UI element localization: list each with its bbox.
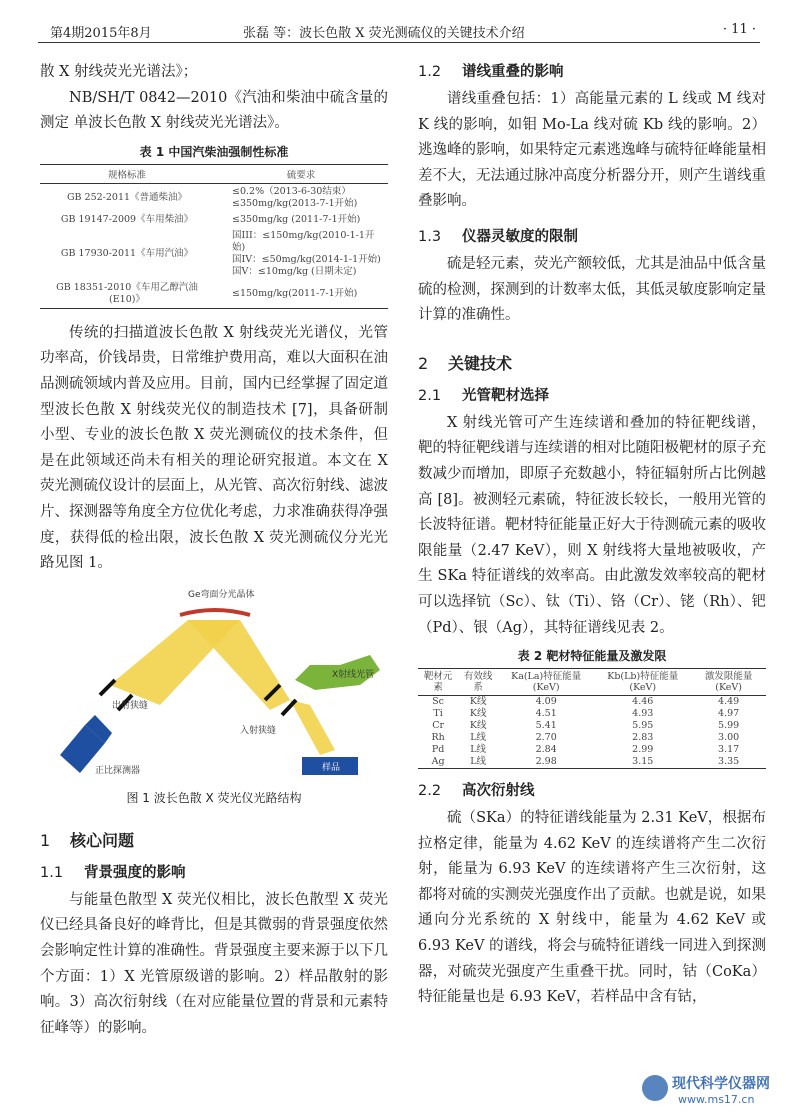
subsection-title: 背景强度的影响 — [84, 864, 186, 881]
table2-cell: Cr — [432, 720, 444, 732]
table1-row — [40, 228, 388, 280]
table2-cell: 4.46 — [632, 696, 654, 708]
table1-caption: 表 1 中国汽柴油强制性标准 — [139, 144, 289, 159]
table2-row — [418, 708, 766, 720]
table2-cell: K线 — [469, 720, 487, 732]
table1-spec-cell: GB 17930-2011《车用汽油》 — [60, 247, 194, 259]
table2-cell: Ag — [431, 756, 445, 768]
running-title: 张磊 等：波长色散 X 荧光测硫仪的关键技术介绍 — [243, 26, 525, 41]
section-heading — [418, 351, 766, 374]
table2-cell: 2.84 — [535, 744, 557, 756]
table2-row — [418, 756, 766, 769]
crystal-label: Ge弯面分光晶体 — [188, 589, 255, 600]
subsection-number: 1.2 — [418, 64, 442, 80]
subsection-heading — [418, 384, 766, 405]
table2-cell: K线 — [469, 696, 487, 708]
table2-cell: L线 — [470, 732, 487, 744]
table2-row — [418, 696, 766, 709]
figure-optical-path — [40, 585, 388, 785]
beam-entry — [188, 620, 290, 710]
table2-header: 有效线系 — [458, 669, 498, 696]
exit-slit-label: 出射狭缝 — [112, 700, 149, 711]
paragraph: 硫（SKa）的特征谱线能量为 2.31 KeV，根据布拉格定律，能量为 4.62 KeV 的连续谱将产生二次衍射，能量为 6.93 KeV 的连续谱将产生三次衍射，这都将对硫的实测荧光强度作出了贡献。也就是说，如果通向分光系统的 X 射线中，能量为 4.62 KeV 或 6.93 KeV 的谱线，将会与硫特征谱线一同进入到探测器，对硫荧光强度产生重叠干扰。同时，钴（CoKa）特征能量也是 6.93 KeV，若样品中含有钴， — [418, 810, 766, 1006]
paragraph: 谱线重叠包括：1）高能量元素的 L 线或 M 线对 K 线的影响，如钼 Mo-La 线对硫 Kb 线的影响。2）逃逸峰的影响，如果特定元素逃逸峰与硫特征峰能量相差不大，无法通过脉冲高度分析器分开，则产生谱线重叠影响。 — [418, 91, 766, 210]
table1-req-line: 国III：≤150mg/kg(2010-1-1开始) — [232, 229, 375, 253]
reference-line: 散 X 射线荧光光谱法》； — [40, 64, 198, 80]
table2-cell: 4.49 — [718, 696, 740, 708]
subsection-heading — [418, 779, 766, 800]
table1-req-cell — [214, 280, 388, 309]
table1-req-line: ≤0.2%（2013-6-30结束） — [232, 185, 351, 197]
table2-cell: 2.98 — [535, 756, 557, 768]
table2-cell: 2.83 — [632, 732, 654, 744]
tube-label: X射线光管 — [332, 669, 375, 680]
table2-header: 激发限能量(KeV) — [691, 669, 766, 696]
table2-cell: L线 — [470, 744, 487, 756]
paragraph: 传统的扫描道波长色散 X 射线荧光光谱仪，光管功率高，价钱昂贵，日常维护费用高，难以大面积在油品测硫领域内普及应用。目前，国内已经掌握了固定道型波长色散 X 射线荧光仪的制造技术 [7]，具备研制小型、专业的波长色散 X 荧光测硫仪的技术条件，但是在此领域还尚未有相关的理论研究报道。本文在 X 荧光测硫仪设计的层面上，从光管、高次衍射线、滤波片、探测器等角度全方位优化考虑，力求准确获得净强度，获得低的检出限，波长色散 X 荧光测硫仪分光光路见图 1。 — [40, 324, 388, 572]
subsection-heading — [40, 861, 388, 882]
reference-line: NB/SH/T 0842—2010《汽油和柴油中硫含量的测定 单波长色散 X 射线荧光光谱法》。 — [40, 89, 388, 132]
table2-cell: 3.15 — [632, 756, 654, 768]
section-number: 2 — [418, 353, 429, 373]
beam-tube — [290, 700, 335, 755]
table1 — [40, 164, 388, 309]
table1-header: 硫要求 — [214, 164, 388, 183]
table2-header: 靶材元素 — [418, 669, 458, 696]
subsection-title: 谱线重叠的影响 — [462, 64, 564, 80]
table2-cell: Rh — [431, 732, 445, 744]
table2-cell: 3.17 — [718, 744, 740, 756]
table1-req-line: ≤150mg/kg(2011-7-1开始) — [232, 287, 358, 299]
table1-req-cell — [214, 212, 388, 228]
table2-cell: 4.51 — [535, 708, 557, 720]
table2-cell: 5.41 — [535, 720, 557, 732]
page-number: · 11 · — [722, 22, 756, 37]
table1-body — [40, 183, 388, 308]
right-column — [418, 60, 766, 1011]
section-number: 1 — [40, 830, 51, 850]
table2-cell: 4.93 — [632, 708, 654, 720]
table1-header: 规格标准 — [40, 164, 214, 183]
table2-body — [418, 696, 766, 769]
table2-header: Ka(La)特征能量(KeV) — [498, 669, 594, 696]
exit-slit-icon — [100, 680, 115, 695]
sample-label: 样品 — [322, 762, 341, 773]
table1-spec-cell: GB 19147-2009《车用柴油》 — [60, 213, 194, 225]
subsection-title: 高次衍射线 — [462, 783, 535, 800]
section-heading — [40, 828, 388, 851]
detector-label: 正比探测器 — [95, 765, 141, 776]
watermark-site: 现代科学仪器网 — [672, 1076, 770, 1092]
figure-caption: 图 1 波长色散 X 荧光仪光路结构 — [126, 790, 302, 805]
left-column — [40, 60, 388, 1041]
table2-cell: K线 — [469, 708, 487, 720]
table1-req-cell — [214, 183, 388, 212]
table2-cell: Pd — [431, 744, 445, 756]
watermark — [642, 1071, 792, 1111]
table2-cell: 2.70 — [535, 732, 557, 744]
paragraph: X 射线光管可产生连续谱和叠加的特征靶线谱，靶的特征靶线谱与连续谱的相对比随阳极靶材的原子充数减少而增加，即原子充数越小，特征辐射所占比例越高 [8]。被测轻元素硫，特征波长较长，一般用光管的长波特征谱。靶材特征能量正好大于待测硫元素的吸收限能量（2.47 KeV），则 X 射线将大量地被吸收，产生 SKa 特征谱线的效率高。由此激发效率较高的靶材可以选择钪（Sc）、钛（Ti）、铬（Cr）、铑（Rh）、钯（Pd）、银（Ag），其特征谱线见表 2。 — [418, 414, 766, 636]
paragraph: 与能量色散型 X 荧光仪相比，波长色散型 X 荧光仪已经具备良好的峰背比，但是其微弱的背景强度依然会影响定性计算的准确性。背景强度主要来源于以下几个方面：1）X 光管原级谱的影响。2）样品散射的影响。3）高次衍射线（在对应能量位置的背景和元素特征峰等）的影响。 — [40, 891, 388, 1036]
table2-cell: 3.35 — [718, 756, 740, 768]
paragraph: 硫是轻元素，荧光产额较低，尤其是油品中低含量硫的检测，探测到的计数率太低，其低灵敏度影响定量计算的准确性。 — [418, 255, 766, 324]
table2-cell: 5.99 — [718, 720, 740, 732]
table1-req-line: ≤350mg/kg(2013-7-1开始) — [232, 197, 358, 209]
table2-cell: 4.09 — [535, 696, 557, 708]
table1-row — [40, 183, 388, 212]
issue-label: 第4期2015年8月 — [50, 26, 152, 41]
section-title: 关键技术 — [448, 353, 513, 373]
table1-req-cell — [214, 228, 388, 280]
subsection-number: 2.2 — [418, 783, 442, 800]
table2-cell: Ti — [433, 708, 443, 720]
table2 — [418, 668, 766, 769]
subsection-number: 1.1 — [40, 864, 64, 881]
watermark-logo-icon — [642, 1075, 668, 1101]
page-header — [38, 16, 760, 43]
table2-cell: 4.97 — [718, 708, 740, 720]
subsection-heading — [418, 225, 766, 246]
table2-row — [418, 744, 766, 756]
entry-slit-label: 入射狭缝 — [240, 725, 277, 736]
table1-req-line: 国V：≤10mg/kg (日期未定) — [232, 265, 357, 277]
table1-spec-cell: GB 252-2011《普通柴油》 — [66, 191, 188, 203]
subsection-number: 1.3 — [418, 228, 442, 245]
table2-caption: 表 2 靶材特征能量及激发限 — [517, 649, 667, 664]
subsection-title: 光管靶材选择 — [462, 387, 549, 404]
section-title: 核心问题 — [70, 830, 135, 850]
table2-cell: 3.00 — [718, 732, 740, 744]
table1-row — [40, 212, 388, 228]
table2-header: Kb(Lb)特征能量(KeV) — [594, 669, 691, 696]
table2-row — [418, 732, 766, 744]
table2-row — [418, 720, 766, 732]
table1-req-line: 国IV：≤50mg/kg(2014-1-1开始) — [232, 253, 381, 265]
table2-cell: L线 — [470, 756, 487, 768]
subsection-heading — [418, 60, 766, 81]
subsection-title: 仪器灵敏度的限制 — [462, 228, 578, 245]
table2-cell: 2.99 — [632, 744, 654, 756]
table1-req-line: ≤350mg/kg (2011-7-1开始) — [232, 213, 361, 225]
crystal-icon — [180, 610, 250, 615]
optical-path-diagram — [40, 585, 388, 785]
subsection-number: 2.1 — [418, 387, 442, 404]
watermark-url: www.ms17.cn — [678, 1093, 755, 1106]
table2-cell: 5.95 — [632, 720, 654, 732]
table1-row — [40, 280, 388, 309]
table2-cell: Sc — [432, 696, 445, 708]
table1-spec-cell: GB 18351-2010《车用乙醇汽油 (E10)》 — [56, 281, 198, 305]
